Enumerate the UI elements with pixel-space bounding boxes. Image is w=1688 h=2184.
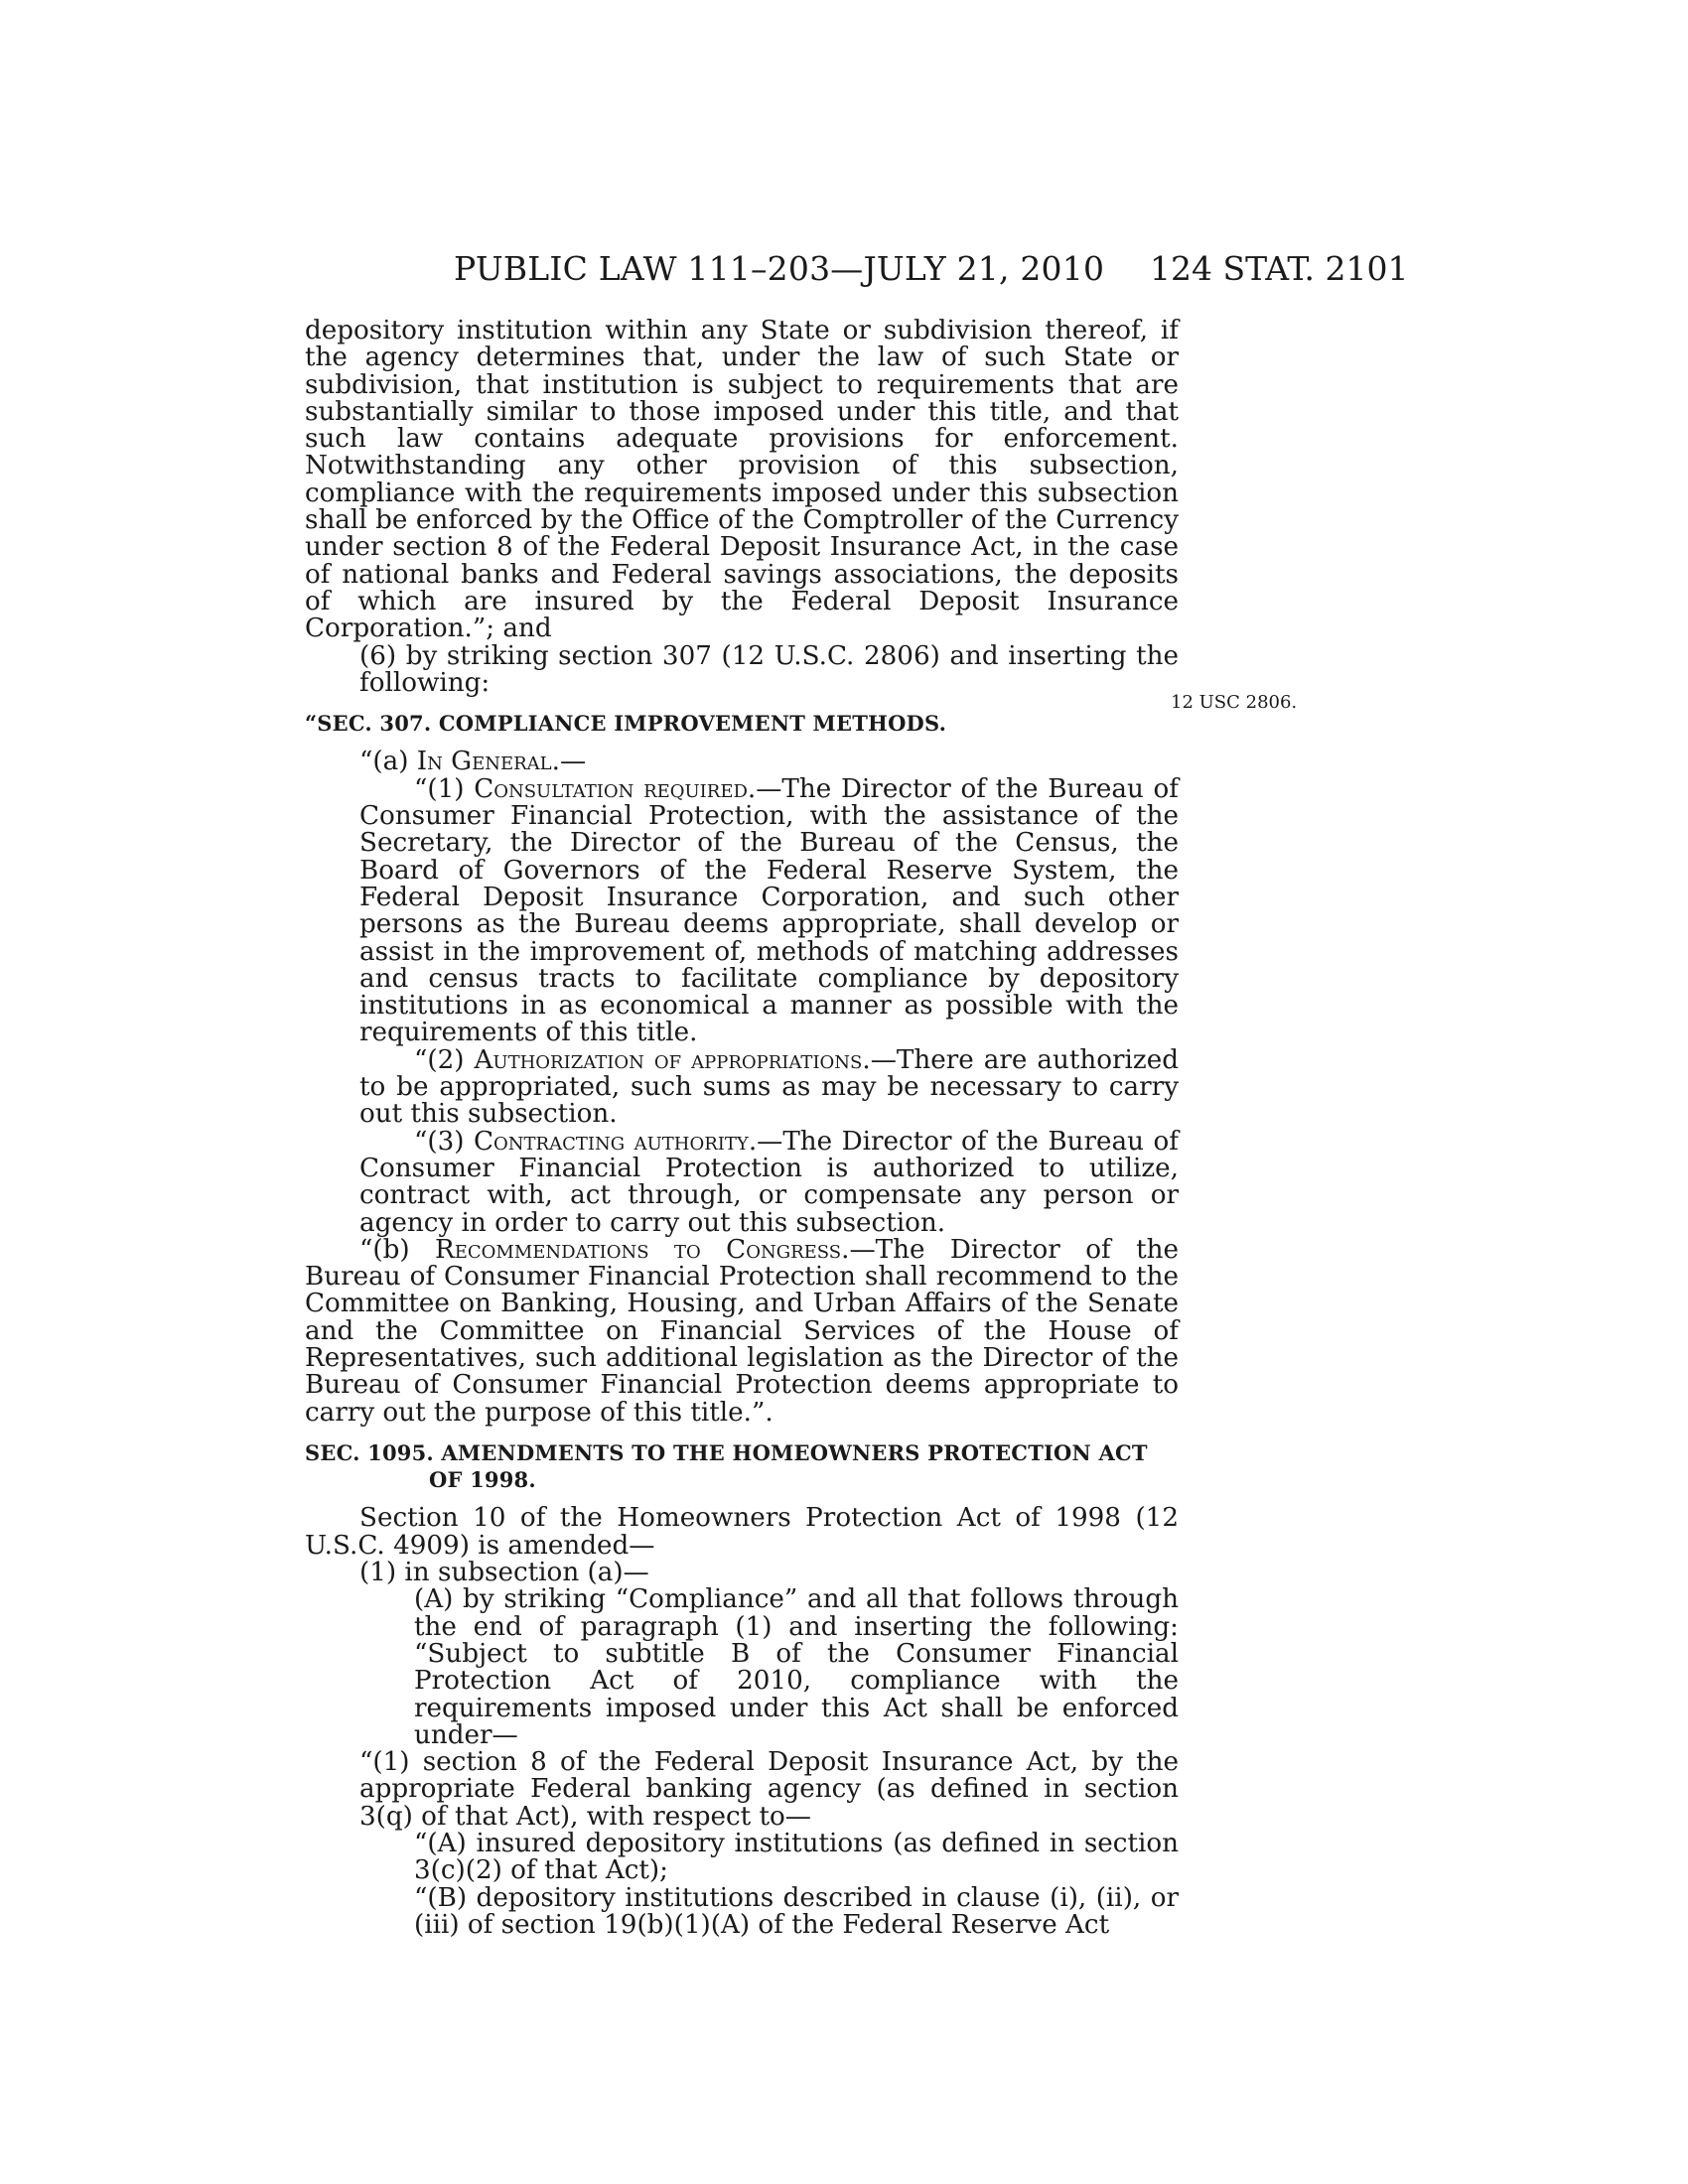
paragraph-item-A: (A) by striking “Compliance” and all that follows through the end of paragraph (1) and inserting the following: “Subject to subtitle B of the Consumer Financial Protection Act of 2010, compliance with the requirements imposed under this Act shall be enforced under— <box>414 1584 1179 1750</box>
paragraph-item-1: (1) in subsection (a)— <box>359 1558 649 1588</box>
subsection-a-heading: “(a) In General.— <box>359 747 587 777</box>
paragraph-quoted-1: “(1) section 8 of the Federal Deposit Insurance Act, by the appropriate Federal banking agency (as defined in section 3(q) of that Act), with respect to— <box>359 1747 1179 1832</box>
paragraph-a1: “(1) Consultation required.—The Director of the Bureau of Consumer Financial Protection, with the assistance of the Secretary, the Director of the Bureau of the Census, the Board of Governors of the Federal Reserve System, the Federal Deposit Insurance Corporation, and such other persons as the Bureau deems appropriate, shall develop or assist in the improvement of, methods of matching addresses and census tracts to facilitate compliance by depository institutions in as economical a manner as possible with the requirements of this title. <box>359 773 1179 1048</box>
paragraph-continuation: depository institution within any State or subdivision thereof, if the agency determines that, under the law of such State or subdivision, that institution is subject to requirements that are substantially similar to those imposed under this title, and that such law contains adequate provisions for enforcement. Notwithstanding any other provision of this subsection, compliance with the requirements imposed under this subsection shall be enforced by the Office of the Comptroller of the Currency under section 8 of the Federal Deposit Insurance Act, in the case of national banks and Federal savings associations, the deposits of which are insured by the Federal Deposit Insurance Corporation.”; and <box>305 316 1179 644</box>
margin-citation: 12 USC 2806. <box>1171 692 1298 713</box>
section-heading-307: “SEC. 307. COMPLIANCE IMPROVEMENT METHODS. <box>305 711 947 737</box>
paragraph-section-10: Section 10 of the Homeowners Protection Act of 1998 (12 U.S.C. 4909) is amended— <box>305 1503 1179 1561</box>
statute-body <box>305 318 1179 1939</box>
paragraph-item-6: (6) by striking section 307 (12 U.S.C. 2806) and inserting the following: <box>359 640 1179 698</box>
section-heading-1095: SEC. 1095. AMENDMENTS TO THE HOMEOWNERS PROTECTION ACT OF 1998. <box>305 1439 1148 1493</box>
paragraph-a2: “(2) Authorization of appropriations.—There are authorized to be appropriated, such sums as may be necessary to carry out this subsection. <box>359 1044 1179 1130</box>
running-header-title: PUBLIC LAW 111–203—JULY 21, 2010 <box>454 249 1105 288</box>
paragraph-quoted-A: “(A) insured depository institutions (as defined in section 3(c)(2) of that Act); <box>414 1829 1179 1886</box>
statute-page-number: 124 STAT. 2101 <box>1150 249 1409 288</box>
paragraph-a3: “(3) Contracting authority.—The Director of the Bureau of Consumer Financial Protection is authorized to utilize, contract with, act through, or compensate any person or agency in order to carry out this subsection. <box>359 1126 1179 1238</box>
paragraph-quoted-B: “(B) depository institutions described in clause (i), (ii), or (iii) of section 19(b)(1)(A) of the Federal Reserve Act <box>414 1882 1179 1940</box>
subsection-b: “(b) Recommendations to Congress.—The Director of the Bureau of Consumer Financial Protection shall recommend to the Committee on Banking, Housing, and Urban Affairs of the Senate and the Committee on Financial Services of the House of Representatives, such additional legislation as the Director of the Bureau of Consumer Financial Protection deems appropriate to carry out the purpose of this title.”. <box>305 1234 1179 1428</box>
